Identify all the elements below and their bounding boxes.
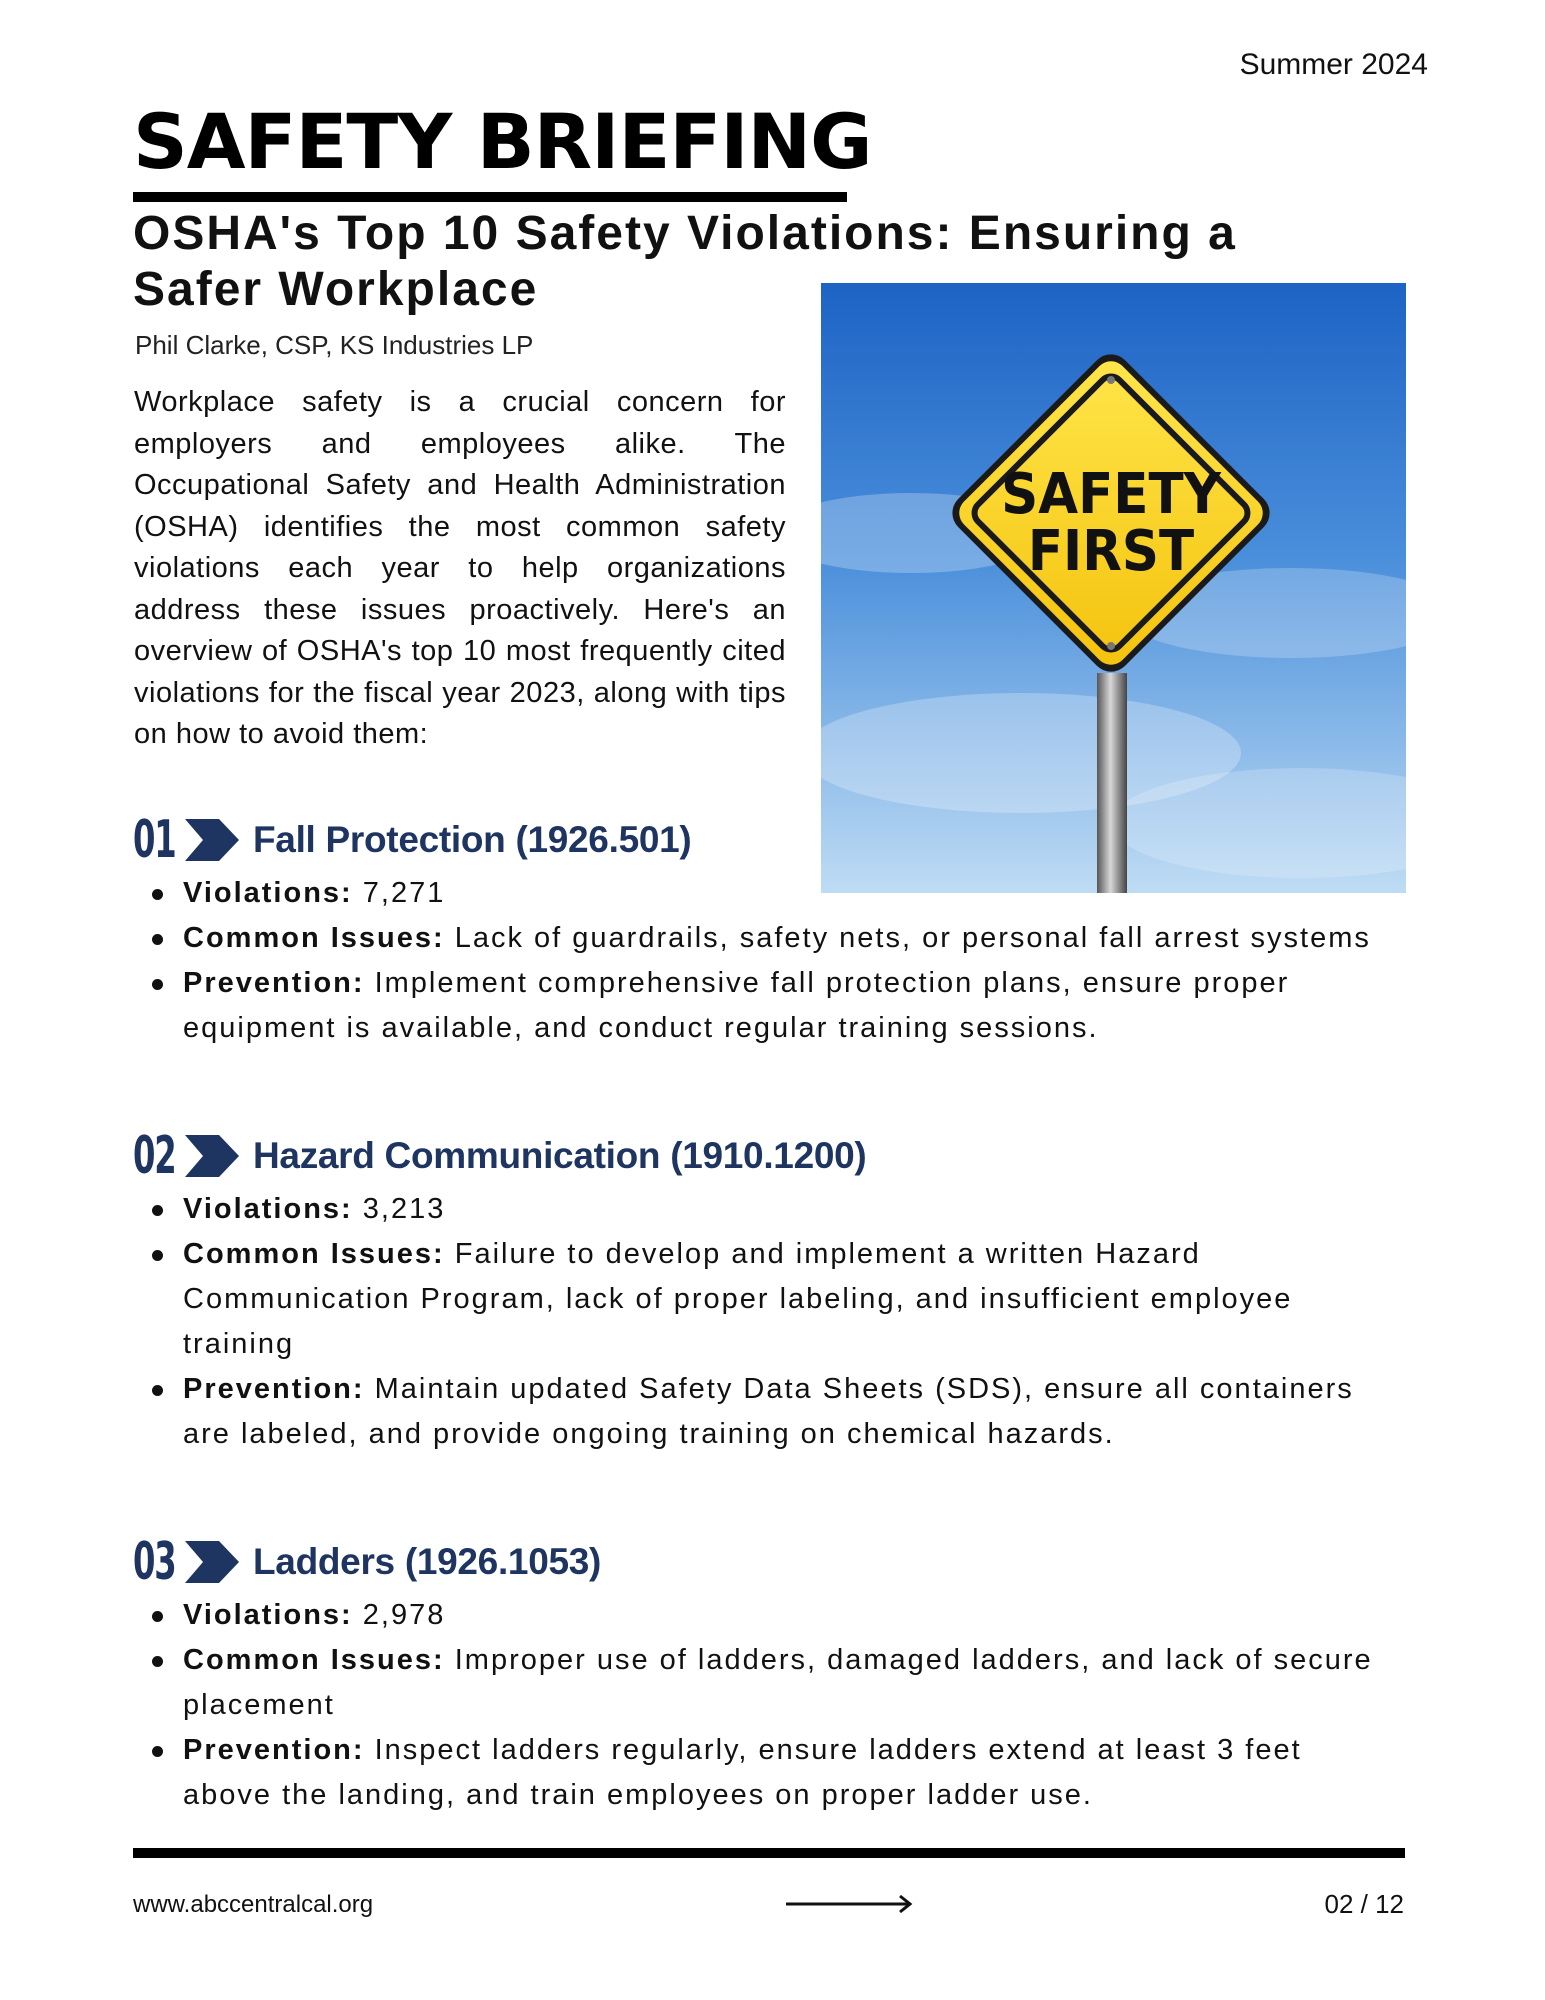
violations-value: 2,978 bbox=[362, 1599, 446, 1631]
title-underline bbox=[133, 192, 847, 202]
issues-text: Lack of guardrails, safety nets, or personal fall arrest systems bbox=[454, 922, 1371, 954]
issues-label: Common Issues: bbox=[183, 1238, 445, 1270]
list-item bbox=[148, 1728, 1398, 1818]
sign-text-line2: FIRST bbox=[1027, 517, 1195, 584]
list-item bbox=[148, 1187, 1398, 1232]
author-byline: Phil Clarke, CSP, KS Industries LP bbox=[135, 330, 534, 360]
prevention-text: Inspect ladders regularly, ensure ladders extend at least 3 feet above the landing, and train employees on proper ladder use. bbox=[183, 1734, 1302, 1811]
issues-text: Improper use of ladders, damaged ladders, and lack of secure placement bbox=[183, 1644, 1373, 1721]
list-item bbox=[148, 871, 1398, 916]
section-header-02 bbox=[133, 1128, 866, 1184]
prevention-text: Maintain updated Safety Data Sheets (SDS), ensure all containers are labeled, and provide ongoing training on chemical hazards. bbox=[183, 1373, 1354, 1450]
prevention-label: Prevention: bbox=[183, 1373, 365, 1405]
section-number: 03 bbox=[133, 1532, 176, 1592]
prevention-text: Implement comprehensive fall protection plans, ensure proper equipment is available, and conduct regular training sessions. bbox=[183, 967, 1290, 1044]
section-header-01 bbox=[133, 812, 691, 868]
list-item bbox=[148, 1638, 1398, 1728]
section-01-list bbox=[148, 871, 1398, 1051]
violations-value: 7,271 bbox=[362, 877, 446, 909]
list-item bbox=[148, 961, 1398, 1051]
page-title: SAFETY BRIEFING bbox=[133, 97, 872, 186]
violations-label: Violations: bbox=[183, 877, 353, 909]
list-item bbox=[148, 1232, 1398, 1367]
safety-first-sign-image bbox=[821, 283, 1406, 893]
section-title: Ladders (1926.1053) bbox=[253, 1541, 602, 1582]
section-number: 01 bbox=[133, 810, 176, 870]
violations-value: 3,213 bbox=[362, 1193, 446, 1225]
section-title: Fall Protection (1926.501) bbox=[253, 819, 692, 860]
list-item bbox=[148, 1593, 1398, 1638]
section-02-list bbox=[148, 1187, 1398, 1457]
footer-divider bbox=[133, 1848, 1405, 1858]
chevron-arrow-icon bbox=[185, 1133, 243, 1179]
issues-text: Failure to develop and implement a written Hazard Communication Program, lack of proper labeling, and insufficient employee training bbox=[183, 1238, 1293, 1360]
issues-label: Common Issues: bbox=[183, 922, 445, 954]
prevention-label: Prevention: bbox=[183, 967, 365, 999]
violations-label: Violations: bbox=[183, 1599, 353, 1631]
list-item bbox=[148, 1367, 1398, 1457]
prevention-label: Prevention: bbox=[183, 1734, 365, 1766]
list-item bbox=[148, 916, 1398, 961]
section-title: Hazard Communication (1910.1200) bbox=[253, 1135, 867, 1176]
chevron-arrow-icon bbox=[185, 1539, 243, 1585]
right-arrow-icon[interactable] bbox=[786, 1893, 916, 1915]
website-link[interactable]: www.abccentralcal.org bbox=[133, 1891, 374, 1918]
page-number: 02 / 12 bbox=[1324, 1889, 1404, 1919]
violations-label: Violations: bbox=[183, 1193, 353, 1225]
edition-label: Summer 2024 bbox=[1239, 48, 1428, 81]
issues-label: Common Issues: bbox=[183, 1644, 445, 1676]
section-03-list bbox=[148, 1593, 1398, 1818]
intro-paragraph: Workplace safety is a crucial concern for employers and employees alike. The Occupational Safety and Health Administration (OSHA) identifies the most common safety violations each year to help organizations address these issues proactively. Here's an overview of OSHA's top 10 most frequently cited violations for the fiscal year 2023, along with tips on how to avoid them: bbox=[134, 386, 786, 750]
sign-text-line1: SAFETY bbox=[1001, 460, 1221, 527]
section-header-03 bbox=[133, 1534, 601, 1590]
sign-illustration bbox=[821, 283, 1406, 893]
section-number: 02 bbox=[133, 1126, 176, 1186]
chevron-arrow-icon bbox=[185, 817, 243, 863]
article-subtitle: OSHA's Top 10 Safety Violations: Ensuring a Safer Workplace bbox=[133, 207, 1237, 316]
